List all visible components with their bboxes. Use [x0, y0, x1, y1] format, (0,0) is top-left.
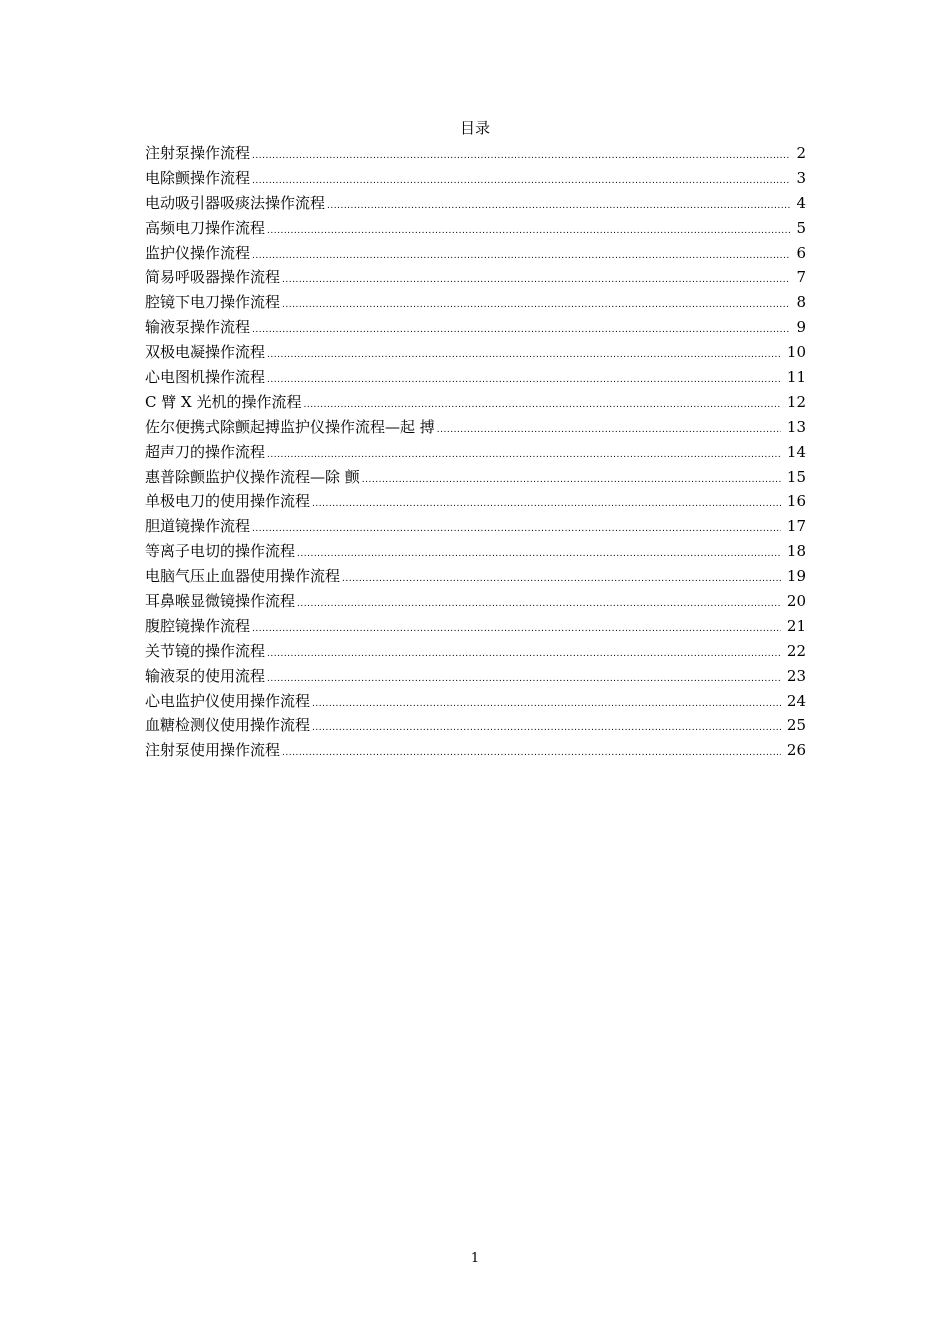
toc-entry[interactable]: [145, 291, 806, 316]
toc-entry-page: 24: [786, 691, 806, 710]
toc-leader-dots: [303, 394, 780, 416]
toc-entry-label: 注射泵操作流程: [145, 144, 251, 162]
toc-leader-dots: [252, 319, 790, 341]
toc-leader-dots: [342, 568, 781, 590]
toc-entry-page: 26: [786, 741, 806, 760]
toc-entry-page: 12: [786, 392, 806, 411]
toc-entry-label: 电动吸引器吸痰法操作流程: [145, 193, 326, 212]
toc-entry-label: 心电图机操作流程: [145, 368, 266, 387]
toc-entry-page: 10: [786, 343, 806, 362]
toc-entry-label: 耳鼻喉显微镜操作流程: [145, 592, 296, 611]
toc-entry-label: 血糖检测仪使用操作流程: [145, 716, 311, 735]
toc-leader-dots: [297, 593, 781, 615]
toc-entry-label: 注射泵使用操作流程: [145, 741, 281, 760]
toc-leader-dots: [362, 469, 781, 491]
toc-title: 目录: [459, 119, 490, 137]
toc-entry[interactable]: [145, 714, 806, 739]
toc-entry-label: 等离子电切的操作流程: [145, 542, 296, 561]
toc-leader-dots: [252, 245, 790, 267]
toc-entry-label: 电除颤操作流程: [145, 168, 251, 187]
toc-entry-label: 电脑气压止血器使用操作流程: [145, 567, 341, 586]
toc-entry[interactable]: [145, 490, 806, 515]
toc-entry-page: 16: [786, 492, 806, 511]
toc-entry[interactable]: [145, 192, 806, 217]
toc-entry[interactable]: [145, 341, 806, 366]
toc-entry-page: 3: [796, 168, 806, 187]
toc-entry-label: 腹腔镜操作流程: [145, 616, 251, 635]
toc-leader-dots: [252, 145, 790, 167]
toc-leader-dots: [252, 518, 781, 540]
toc-leader-dots: [267, 369, 781, 391]
toc-entry-label: 简易呼吸器操作流程: [145, 268, 281, 287]
toc-entry-page: 9: [796, 318, 806, 337]
toc-leader-dots: [267, 344, 781, 366]
toc-leader-dots: [327, 195, 790, 217]
toc-entry-page: 25: [786, 716, 806, 735]
toc-entry[interactable]: [145, 540, 806, 565]
toc-entry[interactable]: [145, 466, 806, 491]
toc-entry-page: 4: [796, 193, 806, 212]
toc-entry[interactable]: [145, 316, 806, 341]
toc-leader-dots: [267, 220, 790, 242]
toc-entry-page: 8: [796, 293, 806, 312]
toc-entry[interactable]: [145, 441, 806, 466]
toc-entry-label: 关节镜的操作流程: [145, 641, 266, 660]
toc-entry-label: 双极电凝操作流程: [145, 343, 266, 362]
toc-entry-label: 佐尔便携式除颤起搏监护仪操作流程—起 搏: [145, 417, 435, 436]
toc-entry[interactable]: [145, 665, 806, 690]
toc-entry-page: 18: [786, 542, 806, 561]
toc-entry[interactable]: [145, 565, 806, 590]
toc-entry-label: 输液泵操作流程: [145, 318, 251, 337]
toc-entry[interactable]: [145, 391, 806, 416]
toc-leader-dots: [297, 543, 781, 565]
toc-entry-page: 21: [786, 616, 806, 635]
toc-entry-page: 22: [786, 641, 806, 660]
page-number: 1: [470, 1251, 480, 1266]
toc-entry-page: 20: [786, 592, 806, 611]
toc-leader-dots: [267, 444, 781, 466]
toc-entry-label: 胆道镜操作流程: [145, 517, 251, 536]
toc-entry[interactable]: [145, 217, 806, 242]
toc-entry-page: 2: [796, 144, 806, 162]
toc-entry-label: 监护仪操作流程: [145, 243, 251, 262]
toc-entry-label: 高频电刀操作流程: [145, 218, 266, 237]
toc-entry[interactable]: [145, 640, 806, 665]
toc-entry-page: 7: [796, 268, 806, 287]
toc-entry-page: 11: [786, 368, 806, 387]
toc-entry-page: 5: [796, 218, 806, 237]
toc-leader-dots: [437, 419, 781, 441]
toc-entry[interactable]: [145, 416, 806, 441]
toc-entry-label: 腔镜下电刀操作流程: [145, 293, 281, 312]
toc-entry[interactable]: [145, 366, 806, 391]
toc-list: [145, 142, 806, 764]
toc-entry-label: C 臂 X 光机的操作流程: [145, 392, 302, 411]
toc-entry-label: 心电监护仪使用操作流程: [145, 691, 311, 710]
toc-entry-page: 14: [786, 442, 806, 461]
toc-entry-page: 17: [786, 517, 806, 536]
toc-entry-page: 23: [786, 666, 806, 685]
toc-leader-dots: [267, 668, 781, 690]
toc-leader-dots: [267, 643, 781, 665]
toc-entry-page: 19: [786, 567, 806, 586]
toc-entry[interactable]: [145, 590, 806, 615]
toc-entry[interactable]: [145, 739, 806, 764]
toc-entry-label: 输液泵的使用流程: [145, 666, 266, 685]
toc-leader-dots: [312, 693, 781, 715]
toc-entry[interactable]: [145, 167, 806, 192]
toc-leader-dots: [312, 717, 781, 739]
toc-entry-page: 13: [786, 417, 806, 436]
toc-entry-label: 单极电刀的使用操作流程: [145, 492, 311, 511]
toc-entry[interactable]: [145, 690, 806, 715]
toc-entry-label: 惠普除颤监护仪操作流程—除 颤: [145, 467, 360, 486]
toc-leader-dots: [282, 742, 781, 764]
toc-entry[interactable]: [145, 266, 806, 291]
toc-leader-dots: [282, 269, 790, 291]
toc-leader-dots: [252, 170, 790, 192]
toc-leader-dots: [252, 618, 781, 640]
toc-entry[interactable]: [145, 615, 806, 640]
toc-entry[interactable]: [145, 515, 806, 540]
toc-leader-dots: [282, 294, 790, 316]
toc-leader-dots: [312, 493, 781, 515]
toc-entry-page: 6: [796, 243, 806, 262]
toc-entry[interactable]: [145, 242, 806, 267]
toc-entry[interactable]: [145, 142, 806, 167]
toc-entry-page: 15: [786, 467, 806, 486]
toc-entry-label: 超声刀的操作流程: [145, 442, 266, 461]
